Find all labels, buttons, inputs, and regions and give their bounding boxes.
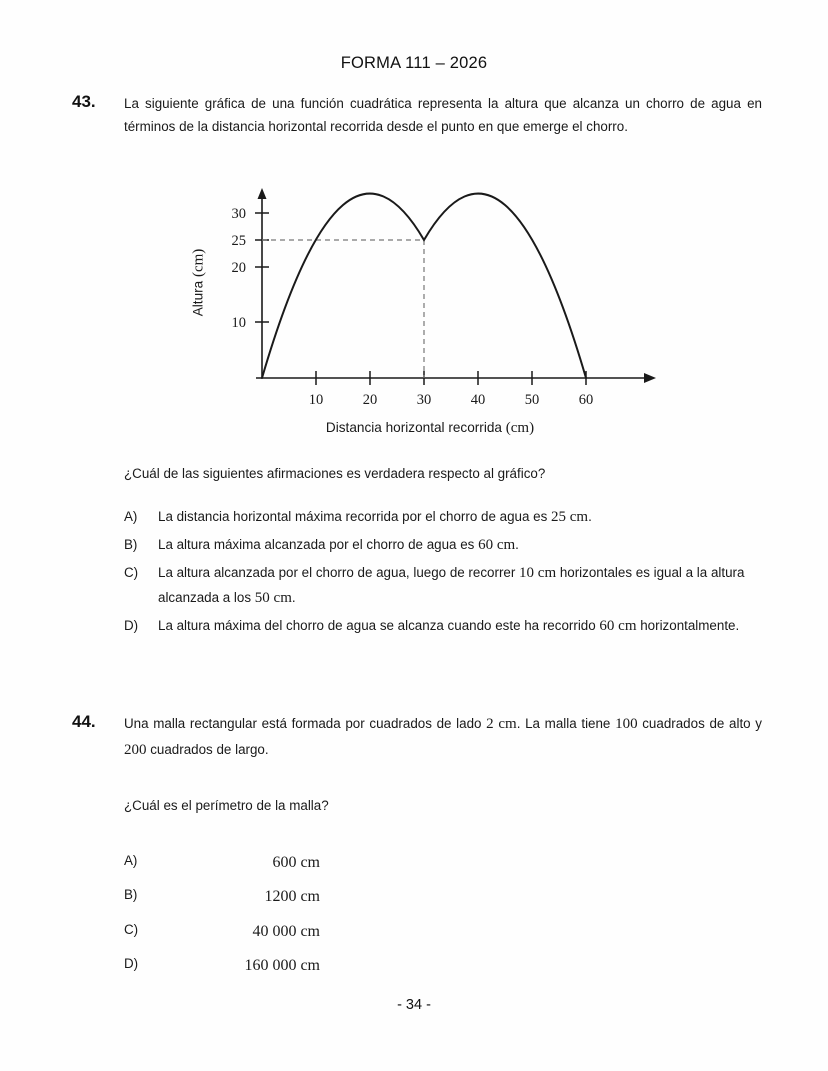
question-44-math-rows: 100 (615, 716, 638, 732)
question-44-prompt: ¿Cuál es el perímetro de la malla? (124, 797, 329, 813)
y-tick-label-10: 10 (231, 315, 246, 331)
question-44-options (124, 849, 762, 980)
question-43-stem: La siguiente gráfica de una función cuadrática representa la altura que alcanza un chorro de agua en términos de la distancia horizontal recorrida desde el punto en que emerge el chorro. (124, 96, 762, 135)
question-43-options (124, 505, 762, 640)
option-43-a[interactable] (124, 505, 762, 531)
x-axis-title-text: Distancia horizontal recorrida (325, 420, 502, 435)
question-44-body (124, 712, 762, 980)
x-tick-label-50: 50 (524, 392, 540, 408)
option-43-d-letter: D) (124, 618, 139, 634)
y-axis-title (191, 188, 208, 378)
option-44-c[interactable] (124, 918, 762, 946)
page-number: - 34 - (397, 997, 431, 1013)
option-43-b[interactable] (124, 533, 762, 559)
option-43-d-text: La altura máxima del chorro de agua se alcanza cuando este ha recorrido 60 cm horizontalmente. (158, 618, 740, 635)
option-44-a-letter: A) (124, 852, 138, 868)
y-axis-title-unit: (cm) (190, 248, 207, 278)
option-43-a-math: 25 cm (551, 509, 589, 526)
y-tick-label-30: 30 (231, 206, 246, 222)
x-tick-label-60: 60 (578, 392, 594, 408)
option-43-c-math-2: 50 cm (254, 590, 292, 607)
question-43-prompt: ¿Cuál de las siguientes afirmaciones es verdadera respecto al gráfico? (124, 466, 546, 481)
question-43-number: 43. (72, 92, 96, 111)
x-axis-title-unit: (cm) (505, 420, 535, 436)
y-axis-arrow (258, 188, 267, 199)
x-tick-label-30: 30 (416, 392, 432, 408)
option-43-c[interactable] (124, 561, 762, 613)
parabola-chart (190, 182, 670, 447)
y-tick-label-20: 20 (231, 260, 246, 276)
question-44 (72, 712, 762, 987)
option-43-d-math: 60 cm (599, 618, 637, 635)
option-43-a-letter: A) (124, 509, 138, 525)
x-tick-label-10: 10 (308, 392, 324, 408)
question-44-math-cols: 200 (124, 741, 147, 758)
chart-svg (190, 182, 670, 417)
question-43 (72, 92, 762, 138)
question-43-body (124, 92, 762, 138)
option-43-c-letter: C) (124, 564, 139, 580)
x-tick-label-20: 20 (362, 392, 378, 408)
option-43-d[interactable] (124, 614, 762, 640)
option-44-b-value: 1200 cm (264, 888, 320, 906)
option-43-a-text: La distancia horizontal máxima recorrida por el chorro de agua es 25 cm. (158, 509, 592, 526)
option-43-b-letter: B) (124, 536, 138, 552)
option-44-d[interactable] (124, 952, 762, 980)
option-44-b-letter: B) (124, 887, 138, 903)
x-ticks (309, 371, 594, 408)
x-tick-label-40: 40 (470, 392, 486, 408)
y-axis-title-text: Altura (190, 280, 206, 317)
question-44-stem: Una malla rectangular está formada por cuadrados de lado 2 cm. La malla tiene 100 cuadrados de alto y 200 cuadrados de largo. (124, 716, 762, 758)
x-axis-arrow (644, 373, 656, 383)
option-44-a[interactable] (124, 849, 762, 877)
option-44-c-letter: C) (124, 921, 139, 937)
option-43-b-text: La altura máxima alcanzada por el chorro de agua es 60 cm. (158, 536, 519, 553)
option-43-c-math-1: 10 cm (519, 564, 557, 581)
page-header: FORMA 111 – 2026 (340, 54, 488, 72)
y-tick-label-25: 25 (231, 233, 246, 249)
y-ticks (232, 206, 270, 331)
question-43-tail (72, 462, 762, 642)
question-44-math-side: 2 cm (486, 716, 517, 732)
option-44-d-value: 160 000 cm (244, 957, 320, 975)
x-axis-title (190, 420, 670, 437)
option-44-d-letter: D) (124, 956, 139, 972)
question-44-number: 44. (72, 712, 96, 731)
option-44-a-value: 600 cm (272, 853, 320, 871)
option-43-c-text: La altura alcanzada por el chorro de agua, luego de recorrer 10 cm horizontales es igual a la altura alcanzada a los 50 cm. (158, 564, 745, 607)
option-43-b-math: 60 cm (478, 536, 516, 553)
option-44-c-value: 40 000 cm (252, 922, 320, 940)
option-44-b[interactable] (124, 883, 762, 911)
question-43-answer-area (124, 462, 762, 640)
